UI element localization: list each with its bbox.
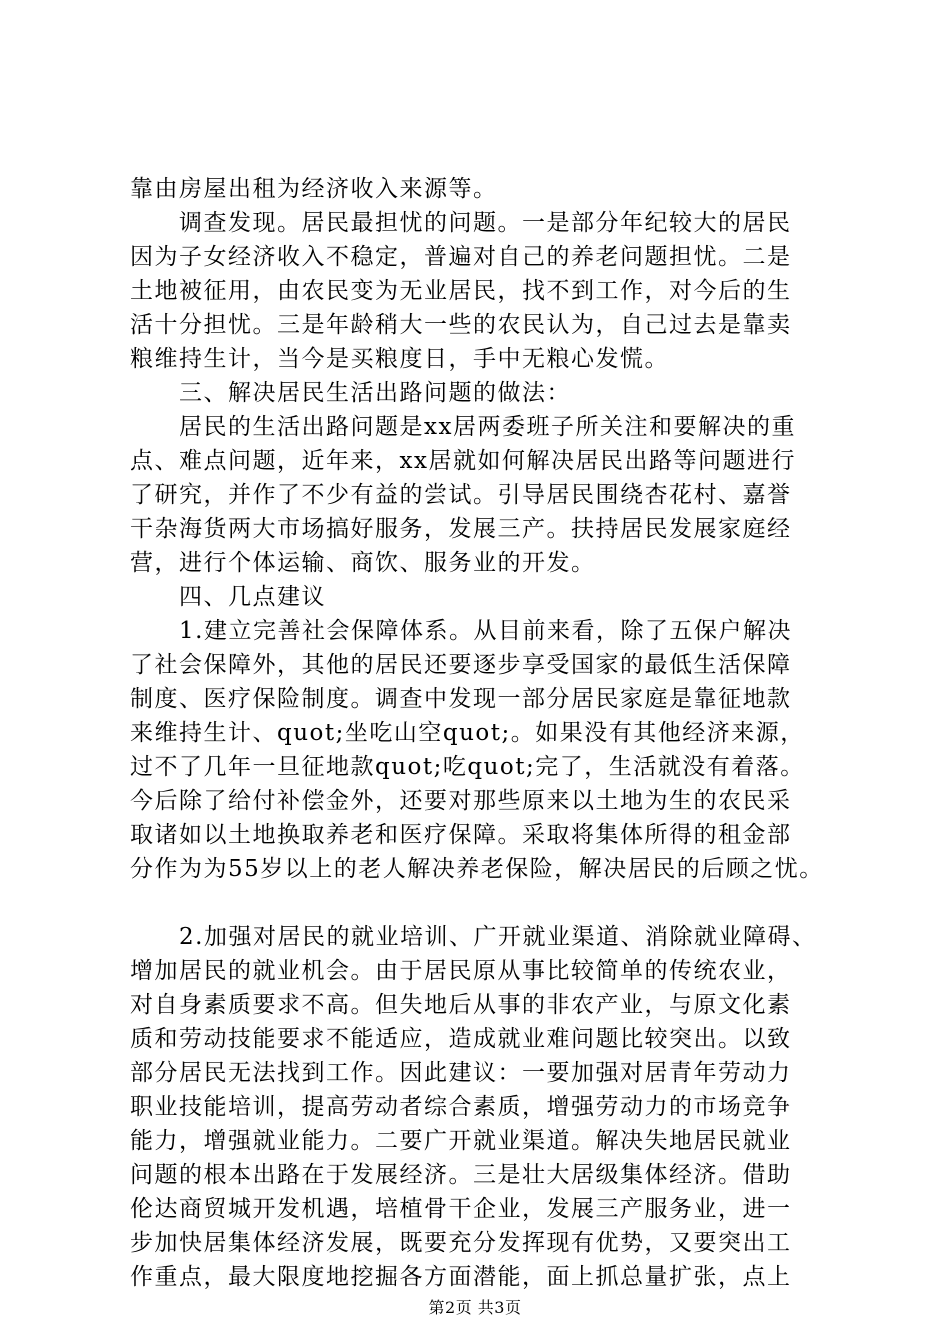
text-line: 伦达商贸城开发机遇，培植骨干企业，发展三产服务业，进一 xyxy=(130,1196,792,1222)
text-line: 点、难点问题，近年来，xx居就如何解决居民出路等问题进行 xyxy=(130,448,796,474)
text-line: 来维持生计、quot;坐吃山空quot;。如果没有其他经济来源， xyxy=(130,720,805,746)
text-line: 了社会保障外，其他的居民还要逐步享受国家的最低生活保障 xyxy=(130,652,792,678)
text-line: 居民的生活出路问题是xx居两委班子所关注和要解决的重 xyxy=(130,414,796,440)
text-line: 活十分担忧。三是年龄稍大一些的农民认为，自己过去是靠卖 xyxy=(130,312,792,338)
text-line: 分作为为55岁以上的老人解决养老保险，解决居民的后顾之忧。 xyxy=(130,856,824,882)
text-line: 步加快居集体经济发展，既要充分发挥现有优势，又要突出工 xyxy=(130,1230,792,1256)
text-line: 作重点，最大限度地挖掘各方面潜能，面上抓总量扩张，点上 xyxy=(130,1264,792,1290)
text-line: 粮维持生计，当今是买粮度日，手中无粮心发慌。 xyxy=(130,346,669,372)
text-line: 职业技能培训，提高劳动者综合素质，增强劳动力的市场竞争 xyxy=(130,1094,792,1120)
text-line: 2.加强对居民的就业培训、广开就业渠道、消除就业障碍、 xyxy=(130,924,817,950)
text-line: 1.建立完善社会保障体系。从目前来看，除了五保户解决 xyxy=(130,618,792,644)
text-line: 因为子女经济收入不稳定，普遍对自己的养老问题担忧。二是 xyxy=(130,244,792,270)
page-number-footer: 第2页 共3页 xyxy=(428,1298,522,1317)
section-heading: 三、解决居民生活出路问题的做法： xyxy=(130,380,571,406)
text-line: 质和劳动技能要求不能适应，造成就业难问题比较突出。以致 xyxy=(130,1026,792,1052)
text-line: 土地被征用，由农民变为无业居民，找不到工作，对今后的生 xyxy=(130,278,792,304)
text-line: 能力，增强就业能力。二要广开就业渠道。解决失地居民就业 xyxy=(130,1128,792,1154)
text-line: 对自身素质要求不高。但失地后从事的非农产业，与原文化素 xyxy=(130,992,792,1018)
text-line: 过不了几年一旦征地款quot;吃quot;完了，生活就没有着落。 xyxy=(130,754,805,780)
text-line: 营，进行个体运输、商饮、服务业的开发。 xyxy=(130,550,596,576)
text-line: 制度、医疗保险制度。调查中发现一部分居民家庭是靠征地款 xyxy=(130,686,792,712)
text-line: 增加居民的就业机会。由于居民原从事比较简单的传统农业， xyxy=(130,958,792,984)
text-line: 部分居民无法找到工作。因此建议：一要加强对居青年劳动力 xyxy=(130,1060,792,1086)
text-line: 取诸如以土地换取养老和医疗保障。采取将集体所得的租金部 xyxy=(130,822,792,848)
text-line: 今后除了给付补偿金外，还要对那些原来以土地为生的农民采 xyxy=(130,788,792,814)
section-heading: 四、几点建议 xyxy=(130,584,326,610)
text-line: 调查发现。居民最担忧的问题。一是部分年纪较大的居民 xyxy=(130,210,792,236)
text-line: 干杂海货两大市场搞好服务，发展三产。扶持居民发展家庭经 xyxy=(130,516,792,542)
text-line: 靠由房屋出租为经济收入来源等。 xyxy=(130,176,498,202)
text-line: 了研究，并作了不少有益的尝试。引导居民围绕杏花村、嘉誉 xyxy=(130,482,792,508)
text-line: 问题的根本出路在于发展经济。三是壮大居级集体经济。借助 xyxy=(130,1162,792,1188)
